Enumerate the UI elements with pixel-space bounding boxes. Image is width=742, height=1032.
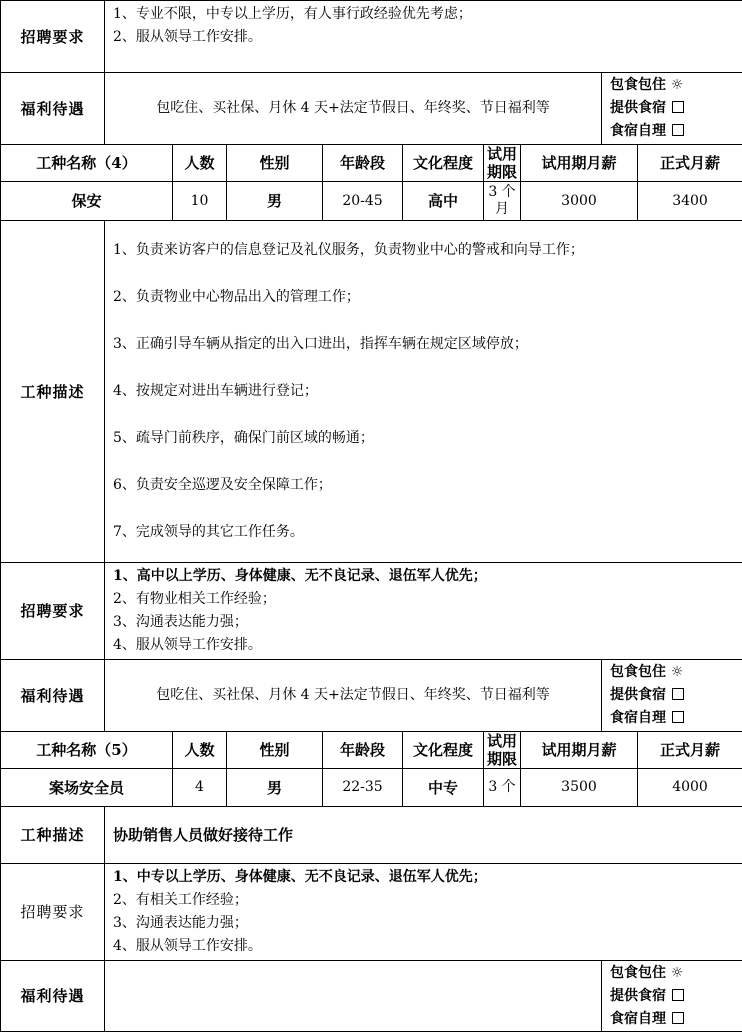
header-formal-salary: 正式月薪 [638, 732, 742, 769]
benefits-text: 包吃住、买社保、月休 4 天+法定节假日、年终奖、节日福利等 [105, 73, 602, 145]
option-self [610, 707, 738, 730]
option-label: 包食包住 [610, 965, 666, 981]
header-education: 文化程度 [403, 732, 484, 769]
option-label: 提供食宿 [610, 687, 666, 703]
description-line: 3、正确引导车辆从指定的出入口进出，指挥车辆在规定区域停放； [113, 321, 734, 368]
requirement-line: 1、专业不限，中专以上学历，有人事行政经验优先考虑； [113, 3, 734, 26]
job-probation-salary: 3000 [521, 182, 638, 221]
option-self [610, 120, 738, 143]
description-line: 6、负责安全巡逻及安全保障工作； [113, 462, 734, 509]
checkbox-icon [672, 124, 684, 136]
benefit-options [602, 73, 742, 145]
requirements-content [105, 563, 742, 660]
job-gender: 男 [227, 769, 323, 807]
option-label: 食宿自理 [610, 123, 666, 139]
checkbox-icon [672, 1012, 684, 1024]
description-label: 工种描述 [1, 221, 105, 563]
requirement-line: 2、有物业相关工作经验； [113, 588, 734, 611]
requirement-line: 3、沟通表达能力强； [113, 912, 734, 935]
option-label: 食宿自理 [610, 710, 666, 726]
requirements-label: 招聘要求 [1, 864, 105, 961]
header-education: 文化程度 [403, 145, 484, 182]
job-formal-salary: 3400 [638, 182, 742, 221]
header-count: 人数 [173, 145, 227, 182]
benefits-label: 福利待遇 [1, 660, 105, 732]
job-formal-salary: 4000 [638, 769, 742, 807]
option-label: 提供食宿 [610, 988, 666, 1004]
job-gender: 男 [227, 182, 323, 221]
description-line: 4、按规定对进出车辆进行登记； [113, 368, 734, 415]
requirement-line: 1、中专以上学历、身体健康、无不良记录、退伍军人优先； [113, 866, 734, 889]
benefit-options [602, 961, 742, 1032]
job-probation: 3 个月 [484, 182, 521, 221]
job-count: 4 [173, 769, 227, 807]
header-probation: 试用期限 [484, 732, 521, 769]
option-provided [610, 684, 738, 707]
header-probation: 试用期限 [484, 145, 521, 182]
job-name: 保安 [1, 182, 173, 221]
description-line: 1、负责来访客户的信息登记及礼仪服务，负责物业中心的警戒和向导工作； [113, 227, 734, 274]
checkbox-icon [672, 711, 684, 723]
description-content: 协助销售人员做好接待工作 [105, 807, 742, 864]
checkbox-icon [672, 101, 684, 113]
checkbox-icon [672, 688, 684, 700]
header-job-name: 工种名称（4） [1, 145, 173, 182]
checkbox-icon [672, 989, 684, 1001]
header-formal-salary: 正式月薪 [638, 145, 742, 182]
option-provided [610, 985, 738, 1008]
option-provided [610, 97, 738, 120]
header-gender: 性别 [227, 732, 323, 769]
description-line: 5、疏导门前秩序，确保门前区域的畅通； [113, 415, 734, 462]
option-room-board [610, 74, 738, 97]
option-label: 包食包住 [610, 77, 666, 93]
job-age: 20-45 [323, 182, 403, 221]
benefits-text: 包吃住、买社保、月休 4 天+法定节假日、年终奖、节日福利等 [105, 660, 602, 732]
header-probation-salary: 试用期月薪 [521, 145, 638, 182]
selected-mark-icon: ☼ [670, 74, 684, 97]
header-job-name: 工种名称（5） [1, 732, 173, 769]
header-probation-salary: 试用期月薪 [521, 732, 638, 769]
job-probation: 3 个 [484, 769, 521, 807]
requirements-content [105, 1, 742, 73]
requirement-line: 4、服从领导工作安排。 [113, 634, 734, 657]
option-room-board [610, 661, 738, 684]
option-room-board [610, 962, 738, 985]
job-age: 22-35 [323, 769, 403, 807]
requirement-line: 2、服从领导工作安排。 [113, 26, 734, 49]
requirements-label: 招聘要求 [1, 1, 105, 73]
job-probation-salary: 3500 [521, 769, 638, 807]
selected-mark-icon: ☼ [670, 661, 684, 684]
option-label: 提供食宿 [610, 100, 666, 116]
description-line: 2、负责物业中心物品出入的管理工作； [113, 274, 734, 321]
header-gender: 性别 [227, 145, 323, 182]
header-count: 人数 [173, 732, 227, 769]
option-label: 食宿自理 [610, 1011, 666, 1027]
job-education: 高中 [403, 182, 484, 221]
description-content [105, 221, 742, 563]
description-line: 7、完成领导的其它工作任务。 [113, 509, 734, 556]
requirement-line: 2、有相关工作经验； [113, 889, 734, 912]
job-name: 案场安全员 [1, 769, 173, 807]
job-education: 中专 [403, 769, 484, 807]
header-age: 年龄段 [323, 732, 403, 769]
selected-mark-icon: ☼ [670, 962, 684, 985]
requirement-line: 1、高中以上学历、身体健康、无不良记录、退伍军人优先； [113, 565, 734, 588]
description-label: 工种描述 [1, 807, 105, 864]
header-age: 年龄段 [323, 145, 403, 182]
option-self [610, 1008, 738, 1031]
requirements-label: 招聘要求 [1, 563, 105, 660]
requirements-content [105, 864, 742, 961]
option-label: 包食包住 [610, 664, 666, 680]
requirement-line: 4、服从领导工作安排。 [113, 935, 734, 958]
requirement-line: 3、沟通表达能力强； [113, 611, 734, 634]
benefits-label: 福利待遇 [1, 961, 105, 1032]
benefits-label: 福利待遇 [1, 73, 105, 145]
benefit-options [602, 660, 742, 732]
benefits-text [105, 961, 602, 1032]
job-count: 10 [173, 182, 227, 221]
